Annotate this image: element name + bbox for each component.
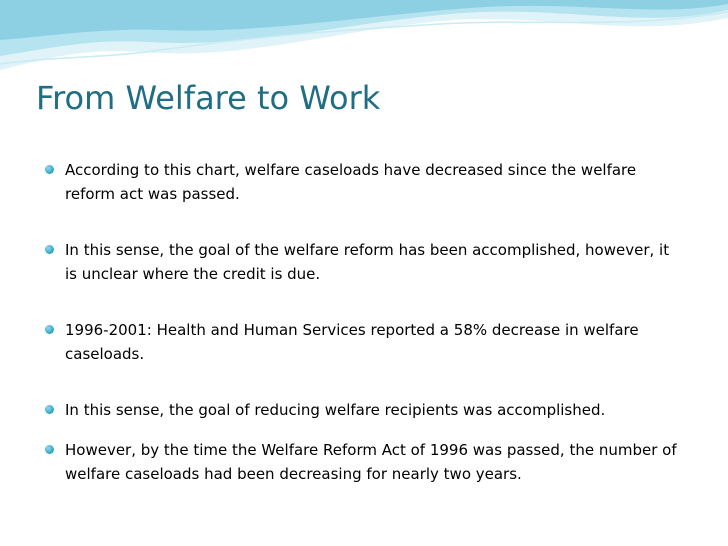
bullet-text: However, by the time the Welfare Reform Act of 1996 was passed, the number of welfare caseloads had been decreasing for nearly two years. bbox=[65, 441, 677, 483]
bullet-item bbox=[45, 318, 685, 398]
bullet-item bbox=[45, 438, 685, 498]
bullet-text: According to this chart, welfare caseloads have decreased since the welfare reform act was passed. bbox=[65, 161, 637, 203]
bullet-dot-icon bbox=[45, 325, 54, 334]
bullet-dot-icon bbox=[45, 405, 54, 414]
bullet-dot-icon bbox=[45, 165, 54, 174]
slide-title: From Welfare to Work bbox=[36, 79, 381, 117]
bullet-dot-icon bbox=[45, 245, 54, 254]
bullet-text: 1996-2001: Health and Human Services reported a 58% decrease in welfare caseloads. bbox=[65, 321, 639, 363]
wave-header-decoration bbox=[0, 0, 728, 80]
bullet-list bbox=[45, 158, 685, 498]
bullet-text: In this sense, the goal of the welfare reform has been accomplished, however, it is unclear where the credit is due. bbox=[65, 241, 670, 283]
bullet-item bbox=[45, 158, 685, 238]
bullet-item bbox=[45, 238, 685, 318]
bullet-item bbox=[45, 398, 685, 438]
bullet-dot-icon bbox=[45, 445, 54, 454]
bullet-text: In this sense, the goal of reducing welfare recipients was accomplished. bbox=[65, 401, 606, 419]
